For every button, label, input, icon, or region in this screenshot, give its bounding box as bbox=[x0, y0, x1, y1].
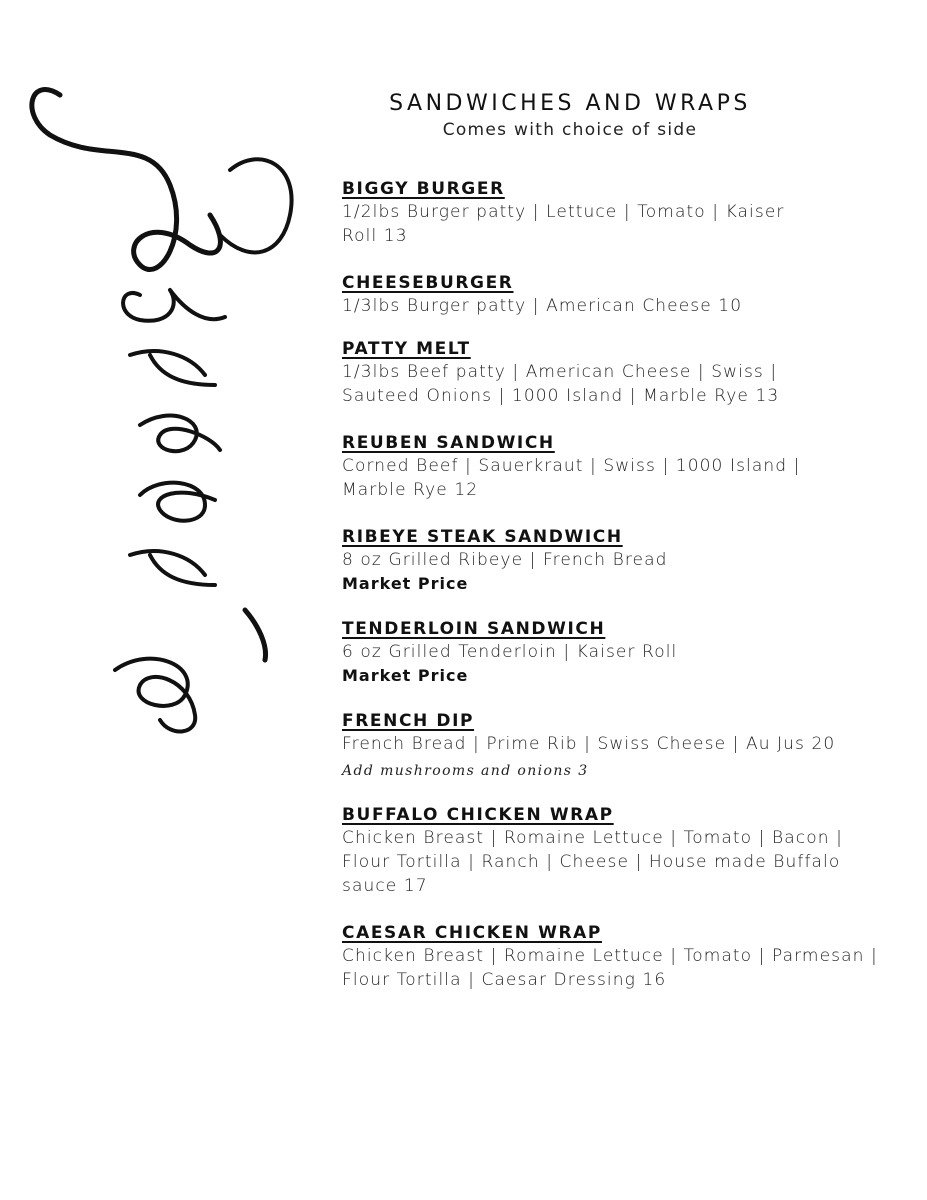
menu-item-french-dip bbox=[342, 710, 902, 786]
menu-item-name: CHEESEBURGER bbox=[342, 273, 514, 293]
menu-list bbox=[342, 178, 902, 992]
restaurant-logo bbox=[20, 55, 320, 745]
menu-item-patty-melt bbox=[342, 338, 902, 408]
section-subtitle: Comes with choice of side bbox=[442, 120, 698, 140]
menu-item-name: BIGGY BURGER bbox=[342, 179, 505, 199]
menu-item-description: 6 oz Grilled Tenderloin | Kaiser Roll bbox=[342, 642, 678, 662]
script-logo-icon bbox=[20, 55, 320, 745]
menu-item-price-note: Market Price bbox=[342, 574, 469, 593]
menu-item-description: 1/2lbs Burger patty | Lettuce | Tomato | Kaiser Roll 13 bbox=[342, 202, 785, 246]
menu-item-cheeseburger bbox=[342, 272, 902, 318]
menu-item-name: BUFFALO CHICKEN WRAP bbox=[342, 805, 614, 825]
section-header bbox=[340, 90, 800, 142]
menu-item-name: TENDERLOIN SANDWICH bbox=[342, 619, 606, 639]
section-title: SANDWICHES AND WRAPS bbox=[389, 91, 751, 116]
menu-item-description: 1/3lbs Beef patty | American Cheese | Swiss | Sauteed Onions | 1000 Island | Marble Rye 13 bbox=[342, 362, 780, 406]
menu-item-price-note: Market Price bbox=[342, 666, 469, 685]
menu-item-addon: Add mushrooms and onions 3 bbox=[342, 763, 589, 779]
menu-item-caesar-chicken-wrap bbox=[342, 922, 902, 992]
menu-item-name: CAESAR CHICKEN WRAP bbox=[342, 923, 602, 943]
menu-item-name: REUBEN SANDWICH bbox=[342, 433, 555, 453]
menu-item-tenderloin-sandwich bbox=[342, 618, 902, 688]
menu-item-name: FRENCH DIP bbox=[342, 711, 475, 731]
menu-item-name: PATTY MELT bbox=[342, 339, 471, 359]
menu-item-description: Chicken Breast | Romaine Lettuce | Tomato | Parmesan | Flour Tortilla | Caesar Dressing 16 bbox=[342, 946, 878, 990]
menu-item-ribeye-steak-sandwich bbox=[342, 526, 902, 596]
menu-item-description: French Bread | Prime Rib | Swiss Cheese | Au Jus 20 bbox=[342, 734, 836, 754]
menu-item-biggy-burger bbox=[342, 178, 902, 248]
menu-item-name: RIBEYE STEAK SANDWICH bbox=[342, 527, 623, 547]
menu-item-description: Chicken Breast | Romaine Lettuce | Tomato | Bacon | Flour Tortilla | Ranch | Cheese | House made Buffalo sauce 17 bbox=[342, 828, 843, 896]
menu-item-buffalo-chicken-wrap bbox=[342, 804, 902, 898]
menu-item-reuben-sandwich bbox=[342, 432, 902, 502]
menu-item-description: 1/3lbs Burger patty | American Cheese 10 bbox=[342, 296, 743, 316]
menu-item-description: 8 oz Grilled Ribeye | French Bread bbox=[342, 550, 668, 570]
menu-item-description: Corned Beef | Sauerkraut | Swiss | 1000 Island | Marble Rye 12 bbox=[342, 456, 801, 500]
